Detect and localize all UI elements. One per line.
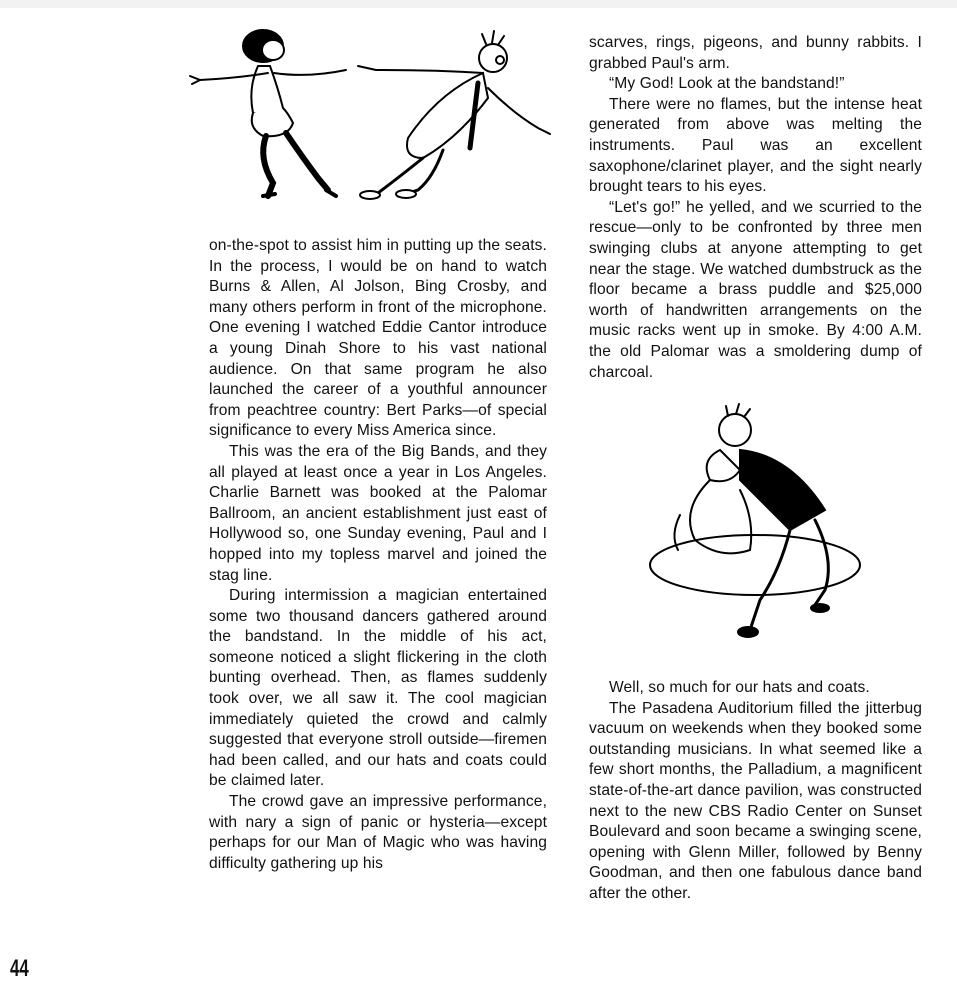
paragraph: Well, so much for our hats and coats. — [609, 679, 870, 696]
paragraph: This was the era of the Big Bands, and they all played at least once a year in Los Angeles. Charlie Barnett was booked at the Palomar Ballroom, an ancient establishment just east of Hollywood so, one Sunday evening, Paul and I hopped into my topless marvel and joined the stag line. — [209, 442, 547, 584]
left-column-text — [209, 236, 547, 874]
paragraph: The crowd gave an impressive performance, with nary a sign of panic or hysteria—except perhaps for our Man of Magic who was having difficulty gathering up his — [209, 793, 547, 872]
paragraph: During intermission a magician entertained some two thousand dancers gathered around the bandstand. In the middle of his act, someone noticed a slight flickering in the cloth bunting overhead. Then, as flames suddenly took over, we all saw it. The cool magician immediately quieted the crowd and calmly suggested that everyone stroll outside—firemen had been called, and our hats and coats could be claimed later. — [209, 587, 547, 790]
paragraph: The Pasadena Auditorium filled the jitterbug vacuum on weekends when they booked some outstanding musicians. In what seemed like a few short months, the Palladium, a magnificent state-of-the-art dance pavilion, was constructed next to the new CBS Radio Center on Sunset Boulevard and soon became a swinging scene, opening with Glenn Miller, followed by Benny Goodman, and then one fabulous dance band after the other. — [589, 699, 922, 902]
paragraph: “My God! Look at the bandstand!” — [609, 75, 845, 93]
right-column-bottom-text — [589, 678, 922, 905]
paragraph: “Let's go!” he yelled, and we scurried to the rescue—only to be confronted by three men swinging clubs at anyone attempting to get near the stage. We watched dumbstruck as the floor became a brass puddle and $25,000 worth of handwritten arrangements on the music racks went up in smoke. By 4:00 A.M. the old Palomar was a smoldering dump of charcoal. — [589, 198, 922, 381]
paragraph: scarves, rings, pigeons, and bunny rabbits. I grabbed Paul's arm. — [589, 34, 922, 72]
right-column-top-text — [589, 33, 922, 383]
dancing-couple-illustration — [178, 18, 558, 208]
jitterbug-couple-illustration — [640, 400, 870, 660]
paragraph: on-the-spot to assist him in putting up the seats. In the process, I would be on hand to watch Burns & Allen, Al Jolson, Bing Crosby, and many others perform in front of the microphone. One evening I watched Eddie Cantor introduce a young Dinah Shore to his vast national audience. On that same program he also launched the career of a youthful announcer from peachtree country: Bert Parks—of special significance to every Miss America since. — [209, 237, 547, 440]
scan-top-band — [0, 0, 957, 8]
paragraph: There were no flames, but the intense heat generated from above was melting the instruments. Paul was an excellent saxophone/clarinet player, and the sight nearly brought tears to his eyes. — [589, 95, 922, 196]
page-number: 44 — [10, 955, 29, 982]
